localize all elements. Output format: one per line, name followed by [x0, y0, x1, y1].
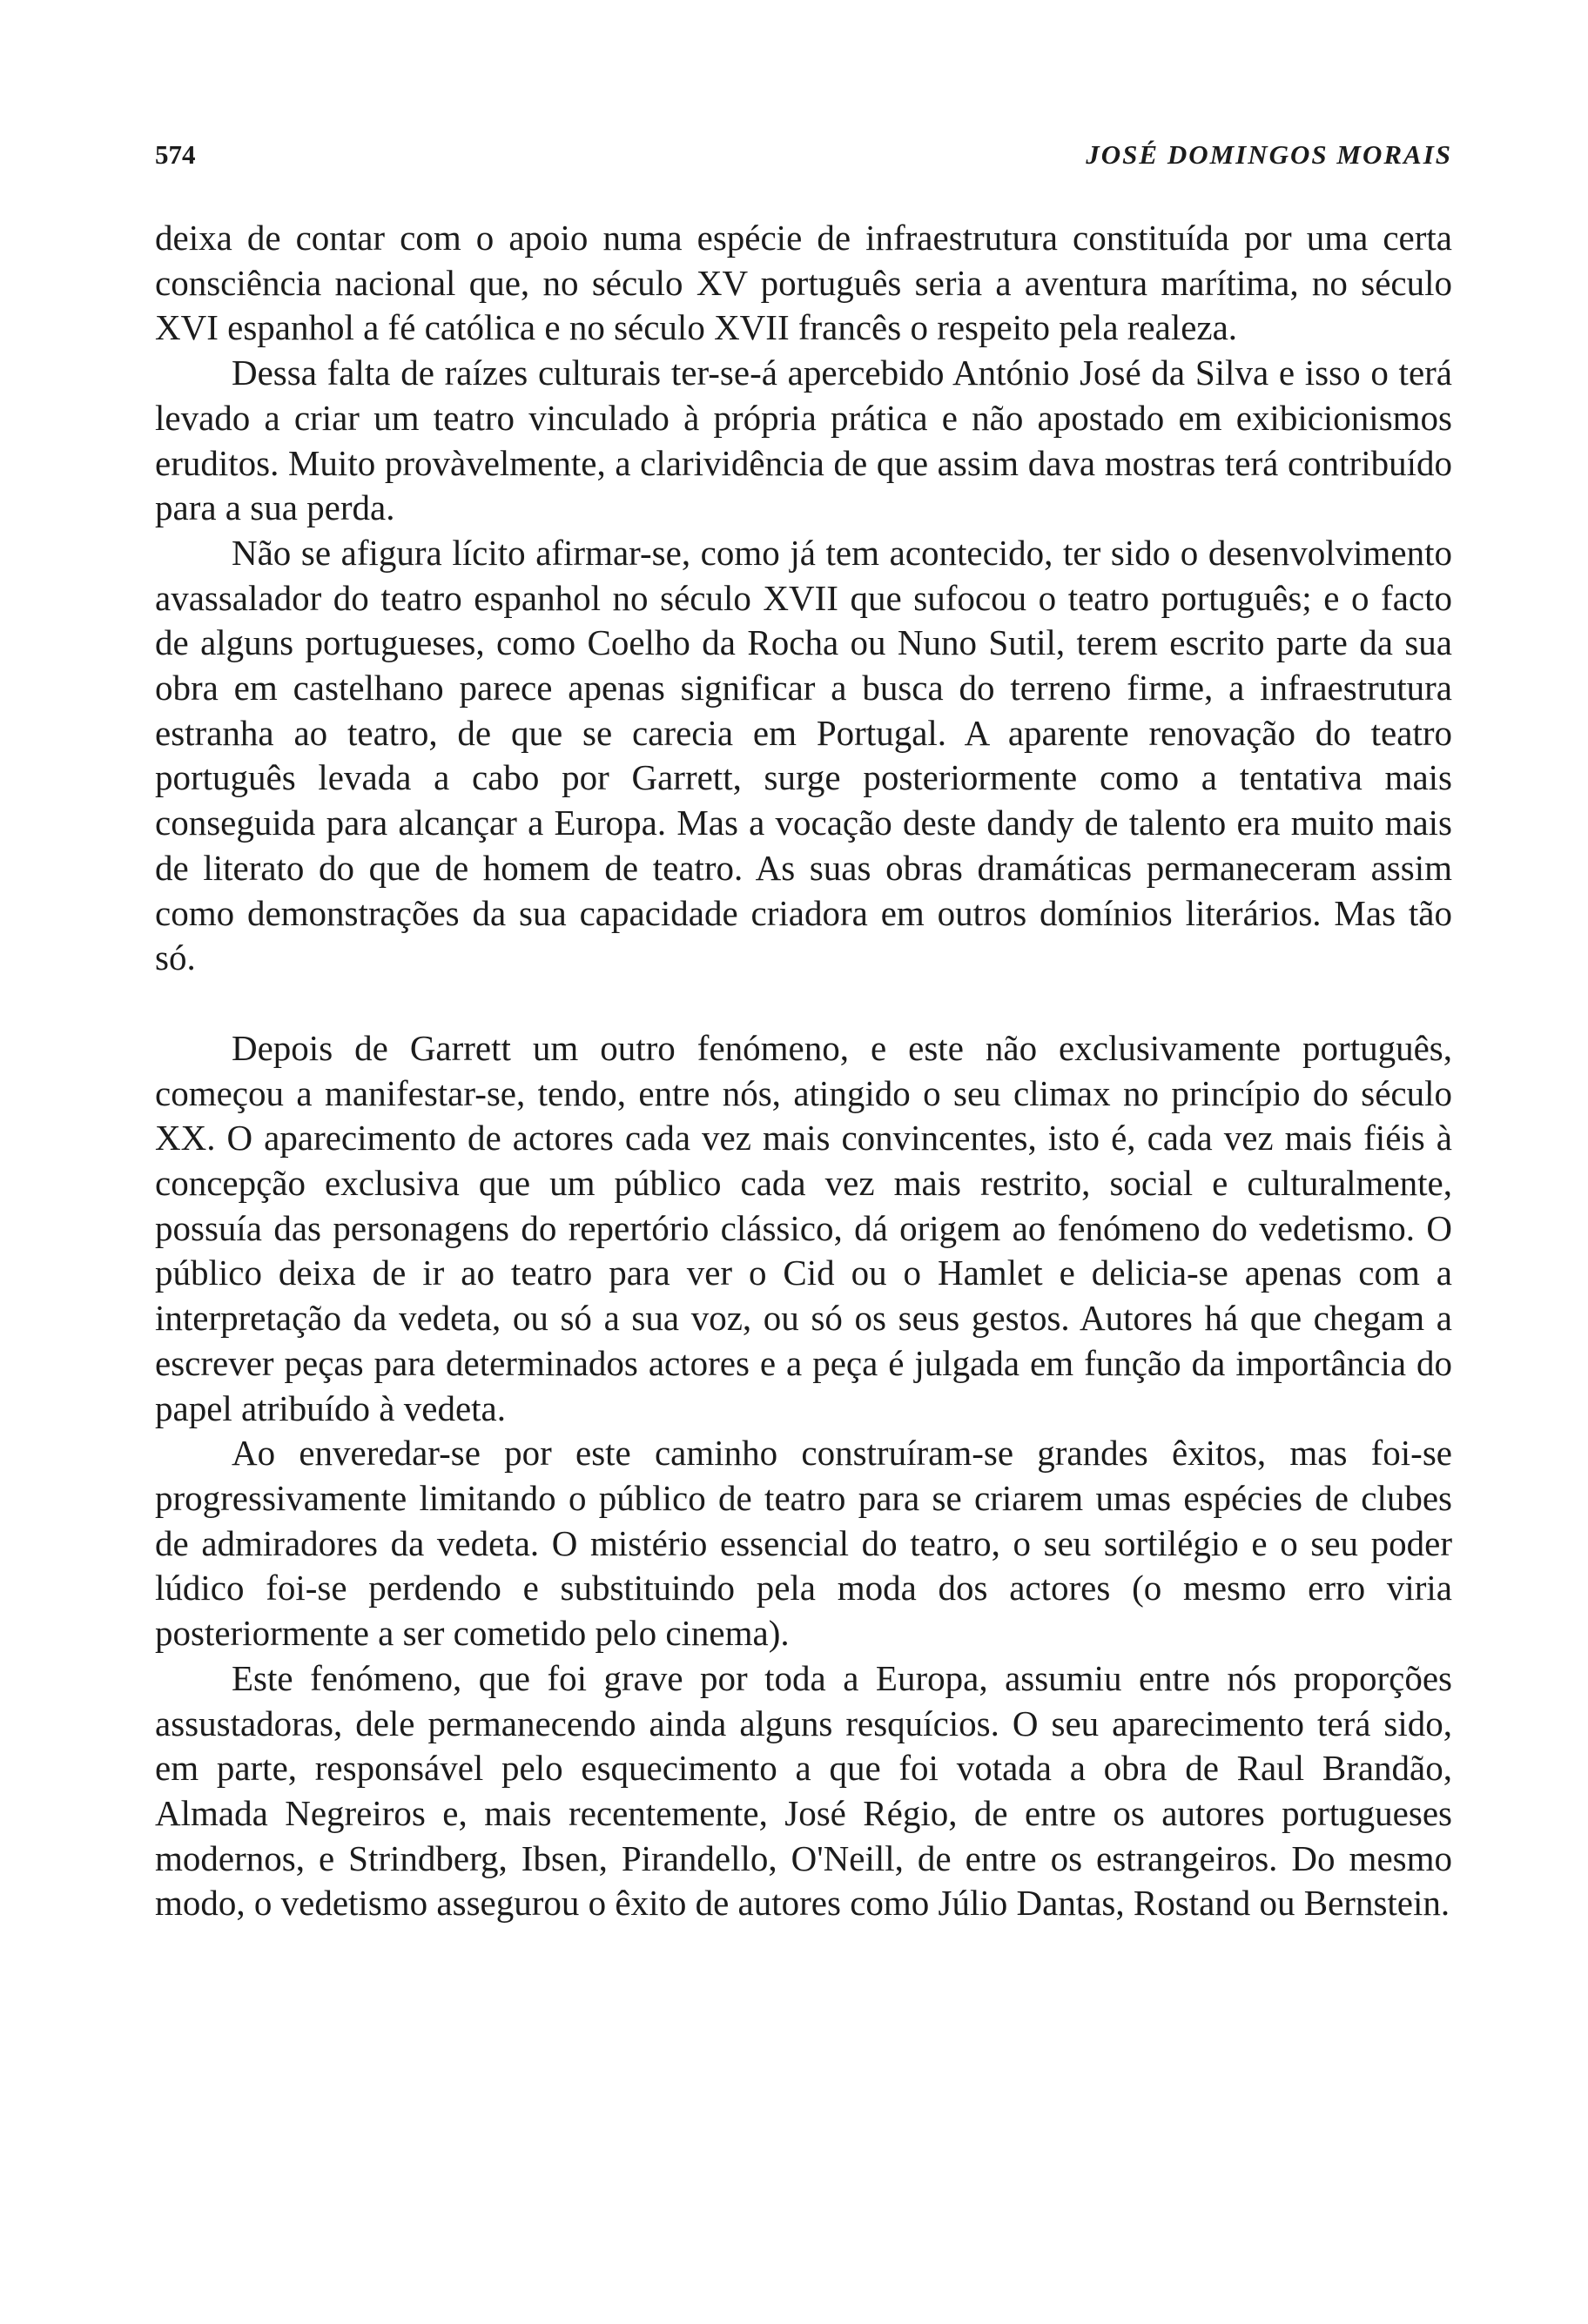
paragraph-5: Ao enveredar-se por este caminho construíram-se grandes êxitos, mas foi-se progressivamente limitando o público de teatro para se criarem umas espécies de clubes de admiradores da vedeta. O mistério essencial do teatro, o seu sortilégio e o seu poder lúdico foi-se perdendo e substituindo pela moda dos actores (o mesmo erro viria posteriormente a ser cometido pelo cinema).: [155, 1433, 1452, 1654]
paragraph-6: Este fenómeno, que foi grave por toda a Europa, assumiu entre nós proporções assustadoras, dele permanecendo ainda alguns resquícios. O seu aparecimento terá sido, em parte, responsável pelo esquecimento a que foi votada a obra de Raul Brandão, Almada Negreiros e, mais recentemente, José Régio, de entre os autores portugueses modernos, e Strindberg, Ibsen, Pirandello, O'Neill, de entre os estrangeiros. Do mesmo modo, o vedetismo assegurou o êxito de autores como Júlio Dantas, Rostand ou Bernstein.: [155, 1657, 1452, 1924]
paragraph-3: Não se afigura lícito afirmar-se, como já tem acontecido, ter sido o desenvolvimento avassalador do teatro espanhol no século XVII que sufocou o teatro português; e o facto de alguns portugueses, como Coelho da Rocha ou Nuno Sutil, terem escrito parte da sua obra em castelhano parece apenas significar a busca do terreno firme, a infraestrutura estranha ao teatro, de que se carecia em Portugal. A aparente renovação do teatro português levada a cabo por Garrett, surge posteriormente como a tentativa mais conseguida para alcançar a Europa. Mas a vocação deste dandy de talento era muito mais de literato do que de homem de teatro. As suas obras dramáticas permaneceram assim como demonstrações da sua capacidade criadora em outros domínios literários. Mas tão só.: [155, 532, 1452, 978]
section-break: [155, 981, 1452, 1026]
running-title: JOSÉ DOMINGOS MORAIS: [1086, 139, 1452, 170]
running-head: [155, 139, 1452, 195]
body-text: [155, 216, 1452, 1926]
book-page: [155, 139, 1452, 1926]
paragraph-4: Depois de Garrett um outro fenómeno, e este não exclusivamente português, começou a manifestar-se, tendo, entre nós, atingido o seu climax no princípio do século XX. O aparecimento de actores cada vez mais convincentes, isto é, cada vez mais fiéis à concepção exclusiva que um público cada vez mais restrito, social e culturalmente, possuía das personagens do repertório clássico, dá origem ao fenómeno do vedetismo. O público deixa de ir ao teatro para ver o Cid ou o Hamlet e delicia-se apenas com a interpretação da vedeta, ou só a sua voz, ou só os seus gestos. Autores há que chegam a escrever peças para determinados actores e a peça é julgada em função da importância do papel atribuído à vedeta.: [155, 1027, 1452, 1428]
paragraph-2: Dessa falta de raízes culturais ter-se-á apercebido António José da Silva e isso o terá levado a criar um teatro vinculado à própria prática e não apostado em exibicionismos eruditos. Muito provàvelmente, a clarividência de que assim dava mostras terá contribuído para a sua perda.: [155, 353, 1452, 528]
paragraph-1: deixa de contar com o apoio numa espécie de infraestrutura constituída por uma certa consciência nacional que, no século XV português seria a aventura marítima, no século XVI espanhol a fé católica e no século XVII francês o respeito pela realeza.: [155, 218, 1452, 348]
page-number: 574: [155, 139, 196, 170]
